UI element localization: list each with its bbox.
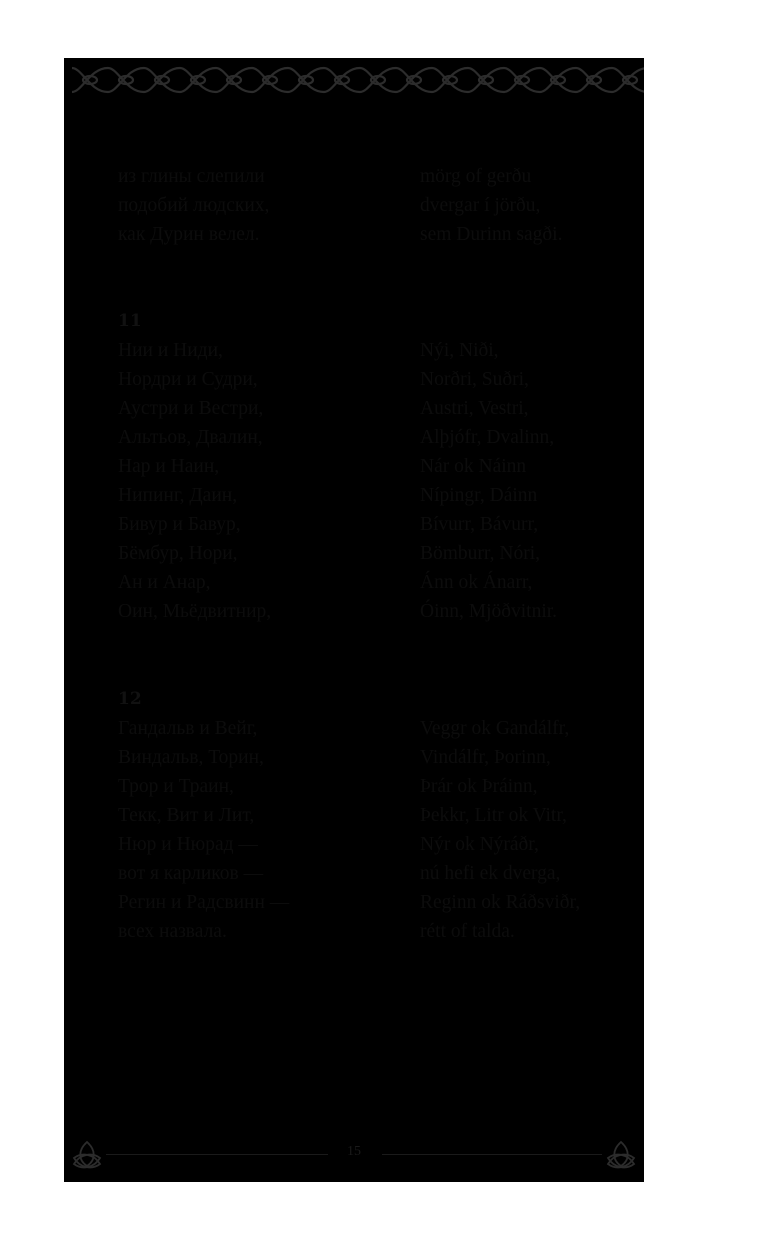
page-footer (64, 1132, 644, 1182)
verse-line: Bömburr, Nóri, (420, 543, 540, 564)
verse-line: Þrár ok Þráinn, (420, 776, 538, 797)
verse-line: Alþjófr, Dvalinn, (420, 427, 555, 448)
verse-line: Оин, Мьёдвитнир, (118, 601, 272, 622)
verse-line: Bívurr, Bávurr, (420, 514, 539, 535)
verse-line: Vindálfr, Þorinn, (420, 747, 551, 768)
verse-line: mörg of gerðu (420, 166, 532, 187)
verse-line: Ánn ok Ánarr, (420, 572, 533, 593)
verse-line: Þekkr, Litr ok Vitr, (420, 805, 567, 826)
verse-line: Austri, Vestri, (420, 398, 529, 419)
verse-line: вот я карликов — (118, 863, 264, 884)
book-page (64, 58, 644, 1182)
verse-line: Нордри и Судри, (118, 369, 258, 390)
verse-line: Альтьов, Двалин, (118, 427, 263, 448)
stanza-number: 11 (118, 311, 142, 331)
celtic-braid-border (64, 58, 644, 102)
verse-line: Текк, Вит и Лит, (118, 805, 255, 826)
verse-line: Бивур и Бавур, (118, 514, 241, 535)
verse-line: подобий людских, (118, 195, 270, 216)
russian-column (118, 336, 271, 626)
old-norse-column (420, 714, 580, 946)
old-norse-column (420, 336, 557, 626)
russian-column (118, 162, 269, 249)
verse-line: rétt of talda. (420, 921, 515, 942)
footer-rule-left (106, 1154, 328, 1155)
stanza-number: 12 (118, 689, 142, 709)
page-number: 15 (347, 1144, 361, 1159)
verse-line: из глины слепили (118, 166, 265, 187)
verse-line: Нюр и Нюрад — (118, 834, 258, 855)
verse-line: Виндальв, Торин, (118, 747, 264, 768)
verse-line: Norðri, Suðri, (420, 369, 529, 390)
verse-line: Аустри и Вестри, (118, 398, 264, 419)
verse-line: всех назвала. (118, 921, 227, 942)
old-norse-column (420, 162, 562, 249)
verse-line: dvergar í jörðu, (420, 195, 541, 216)
verse-line: Ан и Анар, (118, 572, 211, 593)
verse-line: Reginn ok Ráðsviðr, (420, 892, 581, 913)
verse-line: Нии и Ниди, (118, 340, 223, 361)
verse-line: Трор и Траин, (118, 776, 234, 797)
verse-line: sem Durinn sagði. (420, 224, 563, 245)
verse-line: nú hefi ek dverga, (420, 863, 561, 884)
footer-rule-right (382, 1154, 602, 1155)
verse-line: Óinn, Mjöðvitnir. (420, 601, 558, 622)
verse-line: Nár ok Náinn (420, 456, 527, 477)
verse-line: Veggr ok Gandálfr, (420, 718, 570, 739)
verse-line: Гандальв и Вейг, (118, 718, 258, 739)
russian-column (118, 714, 289, 946)
triquetra-knot-icon (602, 1136, 640, 1174)
verse-line: Бёмбур, Нори, (118, 543, 238, 564)
verse-line: Nýi, Niði, (420, 340, 499, 361)
verse-line: Нипинг, Даин, (118, 485, 238, 506)
verse-line: Нар и Наин, (118, 456, 220, 477)
verse-line: как Дурин велел. (118, 224, 260, 245)
triquetra-knot-icon (68, 1136, 106, 1174)
verse-line: Регин и Радсвинн — (118, 892, 290, 913)
verse-line: Nýr ok Nýráðr, (420, 834, 539, 855)
verse-line: Nípingr, Dáinn (420, 485, 538, 506)
